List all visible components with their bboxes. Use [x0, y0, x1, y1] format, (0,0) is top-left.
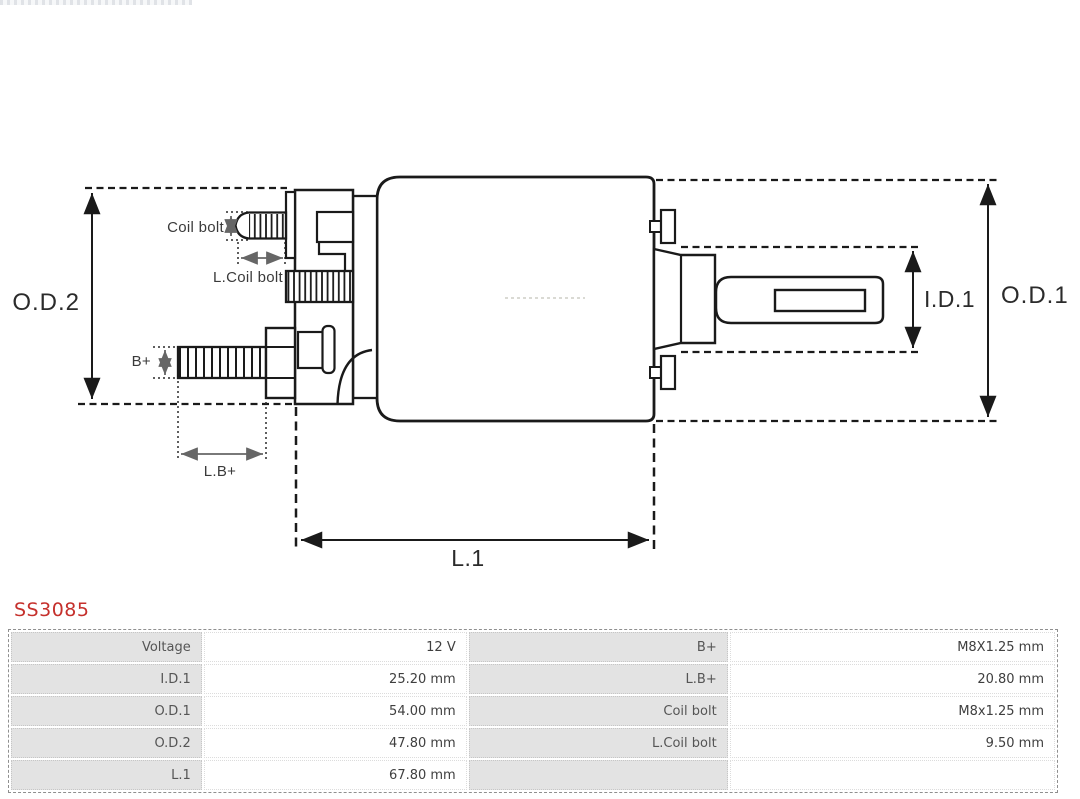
spec-label: O.D.1	[11, 696, 202, 726]
od2-label: O.D.2	[12, 289, 80, 316]
spec-value: 54.00 mm	[204, 696, 467, 726]
bplus-threads	[178, 347, 266, 378]
spec-value: 47.80 mm	[204, 728, 467, 758]
spec-label: B+	[469, 632, 728, 662]
terminal-bracket-notch	[317, 212, 353, 242]
top-tab-head	[661, 210, 675, 243]
specifications-table	[8, 629, 1058, 793]
spec-label: L.1	[11, 760, 202, 790]
coil-bolt-label: Coil bolt	[167, 219, 224, 236]
bplus-insulator-plate	[298, 332, 323, 368]
end-cap	[654, 249, 715, 349]
spec-value	[730, 760, 1055, 790]
plunger-fork-slot	[775, 290, 865, 311]
id1-label: I.D.1	[924, 286, 976, 312]
lbplus-label: L.B+	[203, 463, 237, 480]
coil-thread-block	[286, 271, 353, 302]
flange-spacer	[353, 196, 377, 398]
spec-value: 12 V	[204, 632, 467, 662]
lcoil-bolt-label: L.Coil bolt	[212, 269, 284, 286]
part-number-heading: SS3085	[14, 599, 90, 621]
plate-lip	[286, 192, 295, 258]
spec-label: O.D.2	[11, 728, 202, 758]
spec-label: L.B+	[469, 664, 728, 694]
l1-label: L.1	[451, 545, 485, 571]
table-row	[11, 664, 1055, 694]
spec-value: 67.80 mm	[204, 760, 467, 790]
bplus-washer	[323, 326, 335, 373]
spec-value: M8x1.25 mm	[730, 696, 1055, 726]
spec-label: Voltage	[11, 632, 202, 662]
spec-label: Coil bolt	[469, 696, 728, 726]
spec-label	[469, 760, 728, 790]
table-row	[11, 728, 1055, 758]
table-row	[11, 760, 1055, 790]
solenoid-main-body	[377, 177, 654, 421]
spec-label: I.D.1	[11, 664, 202, 694]
table-row	[11, 696, 1055, 726]
spec-label: L.Coil bolt	[469, 728, 728, 758]
coil-bolt-threads	[249, 214, 286, 238]
bottom-tab-stem	[650, 367, 661, 378]
bottom-tab-head	[661, 356, 675, 389]
top-tab-stem	[650, 221, 661, 232]
bplus-label: B+	[131, 353, 151, 370]
spec-value: 9.50 mm	[730, 728, 1055, 758]
od1-label: O.D.1	[1001, 282, 1069, 309]
spec-value: 25.20 mm	[204, 664, 467, 694]
table-row	[11, 632, 1055, 662]
spec-value: M8X1.25 mm	[730, 632, 1055, 662]
spec-value: 20.80 mm	[730, 664, 1055, 694]
bplus-hex-nut	[266, 328, 295, 398]
